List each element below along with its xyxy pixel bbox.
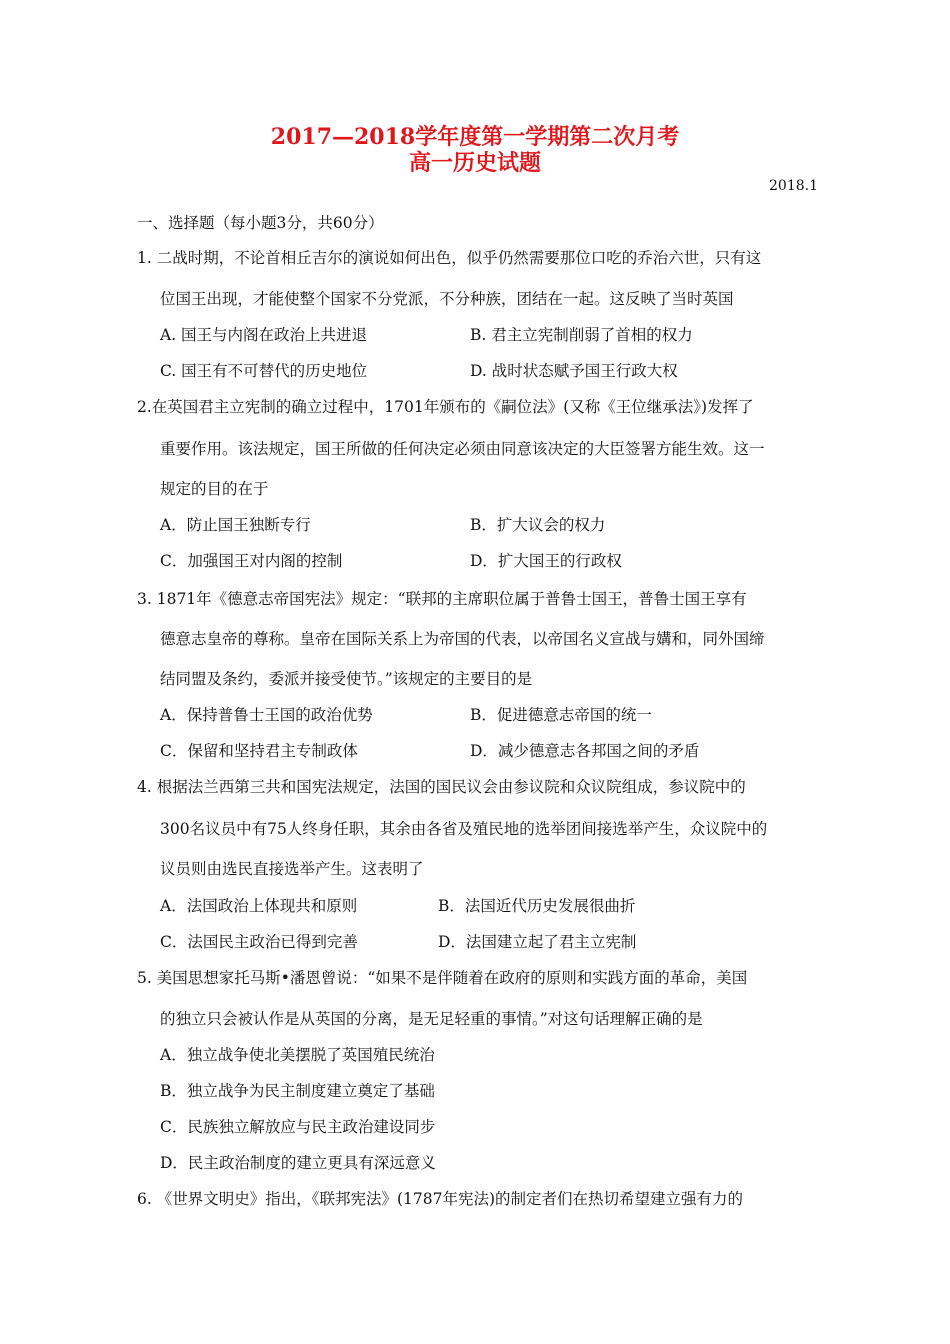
- question-5-option-d: D．民主政治制度的建立更具有深远意义: [160, 1154, 436, 1172]
- exam-date: 2018.1: [769, 178, 818, 194]
- question-5-option-c: C．民族独立解放应与民主政治建设同步: [160, 1118, 436, 1136]
- question-3-line-3: 结同盟及条约，委派并接受使节。”该规定的主要目的是: [160, 670, 533, 688]
- question-2-option-c: C．加强国王对内阁的控制: [160, 552, 343, 570]
- question-6-line-1: 6. 《世界文明史》指出，《联邦宪法》(1787年宪法)的制定者们在热切希望建立强有力的: [137, 1190, 744, 1208]
- question-3-option-a: A．保持普鲁士王国的政治优势: [160, 706, 373, 724]
- question-4-line-1: 4. 根据法兰西第三共和国宪法规定，法国的国民议会由参议院和众议院组成，参议院中的: [137, 778, 746, 796]
- question-3-option-b: B．促进德意志帝国的统一: [470, 706, 652, 724]
- question-3-option-d: D．减少德意志各邦国之间的矛盾: [470, 742, 700, 760]
- question-5-line-1: 5. 美国思想家托马斯•潘恩曾说：“如果不是伴随着在政府的原则和实践方面的革命，美国: [137, 969, 748, 987]
- question-2-line-1: 2.在英国君主立宪制的确立过程中，1701年颁布的《嗣位法》(又称《王位继承法》)发挥了: [137, 398, 754, 416]
- question-1-line-1: 1. 二战时期，不论首相丘吉尔的演说如何出色，似乎仍然需要那位口吃的乔治六世，只有这: [137, 249, 762, 267]
- question-1-option-c: C. 国王有不可替代的历史地位: [160, 362, 368, 380]
- exam-subtitle: 高一历史试题: [408, 150, 541, 176]
- question-5-line-2: 的独立只会被认作是从英国的分离，是无足轻重的事情。”对这句话理解正确的是: [160, 1010, 703, 1028]
- question-1-option-b: B. 君主立宪制削弱了首相的权力: [470, 326, 693, 344]
- question-4-line-3: 议员则由选民直接选举产生。这表明了: [160, 860, 424, 878]
- question-1-option-a: A. 国王与内阁在政治上共进退: [160, 326, 368, 344]
- question-1-option-d: D. 战时状态赋予国王行政大权: [470, 362, 678, 380]
- question-5-option-b: B．独立战争为民主制度建立奠定了基础: [160, 1082, 435, 1100]
- question-5-option-a: A．独立战争使北美摆脱了英国殖民统治: [160, 1046, 435, 1064]
- question-1-line-2: 位国王出现，才能使整个国家不分党派，不分种族，团结在一起。这反映了当时英国: [160, 290, 734, 308]
- question-3-line-2: 德意志皇帝的尊称。皇帝在国际关系上为帝国的代表，以帝国名义宣战与媾和，同外国缔: [160, 630, 765, 648]
- question-4-option-b: B．法国近代历史发展很曲折: [438, 897, 636, 915]
- exam-title: 2017—2018学年度第一学期第二次月考: [270, 124, 680, 150]
- question-4-option-d: D．法国建立起了君主立宪制: [438, 933, 637, 951]
- question-2-line-2: 重要作用。该法规定，国王所做的任何决定必须由同意该决定的大臣签署方能生效。这一: [160, 440, 765, 458]
- question-2-option-d: D．扩大国王的行政权: [470, 552, 622, 570]
- question-4-option-c: C．法国民主政治已得到完善: [160, 933, 358, 951]
- question-3-line-1: 3. 1871年《德意志帝国宪法》规定：“联邦的主席职位属于普鲁士国王，普鲁士国王享有: [137, 590, 747, 608]
- question-2-line-3: 规定的目的在于: [160, 480, 269, 498]
- question-4-line-2: 300名议员中有75人终身任职，其余由各省及殖民地的选举团间接选举产生，众议院中的: [160, 820, 768, 838]
- question-2-option-b: B．扩大议会的权力: [470, 516, 606, 534]
- question-4-option-a: A．法国政治上体现共和原则: [160, 897, 358, 915]
- section-heading: 一、选择题（每小题3分，共60分）: [137, 214, 384, 232]
- question-2-option-a: A．防止国王独断专行: [160, 516, 311, 534]
- question-3-option-c: C．保留和坚持君主专制政体: [160, 742, 358, 760]
